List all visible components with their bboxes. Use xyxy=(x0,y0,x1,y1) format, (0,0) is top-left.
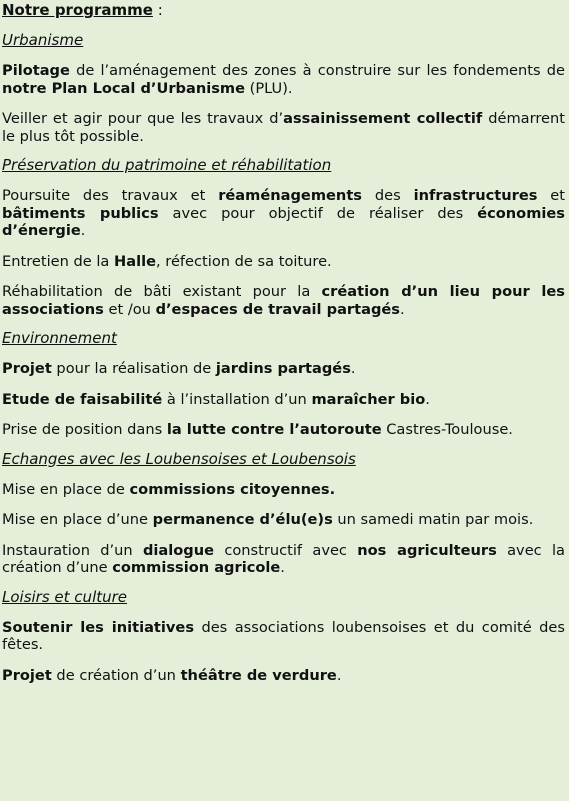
emphasis-text: Etude de faisabilité xyxy=(2,390,163,408)
emphasis-text: infrastructures xyxy=(413,187,538,204)
emphasis-text: bâtiments publics xyxy=(2,204,159,222)
body-text: Entretien de la xyxy=(2,252,115,270)
body-text: . xyxy=(336,666,342,684)
body-text: démarrent le plus tôt possible. xyxy=(2,110,565,145)
program-item xyxy=(2,619,565,654)
body-text: . xyxy=(80,222,86,239)
emphasis-text: dialogue xyxy=(142,541,215,559)
body-text: un samedi matin par mois. xyxy=(332,511,534,528)
emphasis-text: Pilotage xyxy=(2,62,70,79)
emphasis-text: création d’un lieu pour les associations xyxy=(2,283,565,318)
emphasis-text: notre Plan Local d’Urbanisme xyxy=(2,79,246,97)
emphasis-text: réaménagements xyxy=(218,187,362,204)
body-text: des associations loubensoises et du comité des fêtes. xyxy=(2,618,565,653)
emphasis-text: Projet xyxy=(2,360,52,377)
program-item xyxy=(2,62,565,97)
body-text: . xyxy=(350,360,356,377)
emphasis-text: Halle xyxy=(114,252,156,270)
program-title-main: Notre programme xyxy=(2,1,153,19)
program-section xyxy=(2,31,565,145)
body-text: Poursuite des travaux et xyxy=(2,187,219,204)
emphasis-text: maraîcher bio xyxy=(311,390,426,408)
emphasis-text: assainissement collectif xyxy=(283,110,483,127)
section-heading: Loisirs et culture xyxy=(2,587,128,606)
emphasis-text: économies d’énergie xyxy=(2,204,565,239)
emphasis-text: nos agriculteurs xyxy=(357,541,497,559)
program-item xyxy=(2,391,565,409)
emphasis-text: commission agricole xyxy=(112,559,281,576)
program-item xyxy=(2,187,565,240)
body-text: à l’installation d’un xyxy=(162,390,312,408)
body-text: pour la réalisation de xyxy=(51,360,216,377)
body-text: constructif avec xyxy=(214,541,358,559)
body-text: . xyxy=(425,390,430,408)
body-text: Castres-Toulouse. xyxy=(381,421,513,438)
emphasis-text: commissions citoyennes. xyxy=(129,480,336,498)
program-item xyxy=(2,283,565,318)
emphasis-text: Soutenir les initiatives xyxy=(2,618,195,636)
body-text: Instauration d’un xyxy=(2,541,143,559)
program-item xyxy=(2,481,565,499)
program-section xyxy=(2,329,565,439)
body-text: et /ou xyxy=(103,300,156,318)
body-text: et xyxy=(537,187,565,204)
body-text: . xyxy=(280,559,285,576)
program-item xyxy=(2,542,565,577)
program-item xyxy=(2,360,565,378)
body-text: , réfection de sa toiture. xyxy=(155,252,332,270)
emphasis-text: d’espaces de travail partagés xyxy=(155,300,400,318)
program-section xyxy=(2,588,565,685)
program-item xyxy=(2,110,565,145)
body-text: des xyxy=(362,187,414,204)
program-section xyxy=(2,156,565,318)
program-section xyxy=(2,450,565,577)
emphasis-text: permanence d’élu(e)s xyxy=(152,511,333,528)
program-sections xyxy=(2,31,565,684)
body-text: Prise de position dans xyxy=(2,421,167,438)
emphasis-text: jardins partagés xyxy=(215,360,351,377)
body-text: Réhabilitation de bâti existant pour la xyxy=(2,283,322,300)
section-heading: Echanges avec les Loubensoises et Loubensois xyxy=(2,449,356,468)
emphasis-text: Projet xyxy=(2,666,52,684)
section-heading: Environnement xyxy=(2,329,117,347)
body-text: de l’aménagement des zones à construire sur les fondements de xyxy=(69,62,565,79)
body-text: (PLU). xyxy=(245,79,293,97)
program-title xyxy=(2,1,565,20)
body-text: avec la création d’une xyxy=(2,541,566,576)
program-item xyxy=(2,421,565,439)
body-text: avec pour objectif de réaliser des xyxy=(158,204,478,222)
body-text: Mise en place de xyxy=(2,480,130,498)
program-item xyxy=(2,511,565,529)
body-text: Mise en place d’une xyxy=(2,511,153,528)
emphasis-text: théâtre de verdure xyxy=(180,666,337,684)
program-item xyxy=(2,253,565,271)
section-heading: Urbanisme xyxy=(2,31,84,49)
body-text: . xyxy=(400,300,405,318)
emphasis-text: la lutte contre l’autoroute xyxy=(166,421,382,438)
body-text: de création d’un xyxy=(51,666,181,684)
body-text: Veiller et agir pour que les travaux d’ xyxy=(2,110,284,127)
program-item xyxy=(2,667,565,685)
program-title-suffix: : xyxy=(152,1,163,19)
section-heading: Préservation du patrimoine et réhabilitation xyxy=(2,156,332,174)
